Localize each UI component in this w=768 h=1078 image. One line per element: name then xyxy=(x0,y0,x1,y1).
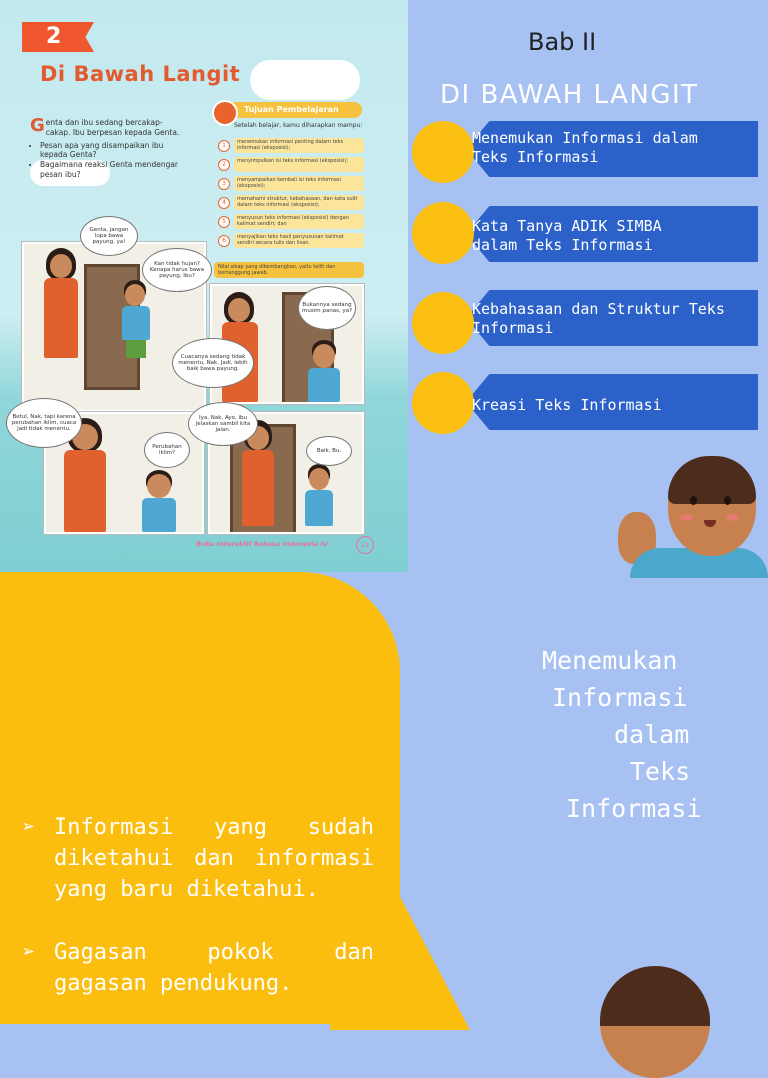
chapter-label: Bab II xyxy=(528,28,597,56)
bullet-list xyxy=(22,812,374,999)
boy-cheek xyxy=(680,514,693,521)
section-title-line: dalam xyxy=(614,720,690,749)
goal-number: 3 xyxy=(218,178,230,190)
arrow-bullet-icon: ➢ xyxy=(22,939,36,965)
goal-text: menyajikan teks hasil penyusunan kalimat sendiri secara tulis dan lisan. xyxy=(234,233,364,248)
toc-item-2-label[interactable] xyxy=(472,217,754,255)
toc-item-3-line2: Informasi xyxy=(472,318,554,337)
toc-item-2-circle xyxy=(412,202,474,264)
goal-text: menemukan informasi penting dalam teks informasi (eksposisi); xyxy=(234,138,364,153)
learning-goals-footer: Nilai sikap yang dikembangkan, yaitu teliti dan bertanggung jawab. xyxy=(214,262,364,278)
section-title-line: Teks xyxy=(630,757,691,786)
chapter-number: 2 xyxy=(46,24,62,49)
goal-number: 4 xyxy=(218,197,230,209)
book-footer-title: Buku Interaktif Bahasa Indonesia IV xyxy=(196,540,328,548)
toc-item-3-circle xyxy=(412,292,474,354)
intro-question: • Pesan apa yang disampaikan ibu kepada Genta? xyxy=(40,141,180,161)
goal-text: memahami struktur, kebahasaan, dan kata sulit dalam teks informasi (eksposisi); xyxy=(234,195,364,210)
section-title xyxy=(530,642,730,827)
toc-item-2-line2: dalam Teks Informasi xyxy=(472,235,653,254)
cloud-decoration xyxy=(250,60,360,100)
learning-goal-item xyxy=(218,157,364,172)
bullet-text: Gagasan pokok dan gagasan pendukung. xyxy=(54,939,374,996)
goal-number: 1 xyxy=(218,140,230,152)
boy-hair-peek xyxy=(600,966,710,1026)
boy-eye xyxy=(690,496,697,505)
toc-item-4-label[interactable] xyxy=(472,396,754,415)
toc-item-4-circle xyxy=(412,372,474,434)
toc-item-3-line1: Kebahasaan dan Struktur Teks xyxy=(472,300,725,318)
bullet-item xyxy=(22,812,374,906)
book-page-number: 21 xyxy=(356,536,374,554)
boy-hair xyxy=(668,456,756,504)
goal-number: 6 xyxy=(218,235,230,247)
speech-bubble: Cuacanya sedang tidak menentu, Nak. Jadi, lebih baik bawa payung. xyxy=(172,338,254,388)
toc-item-1-circle xyxy=(412,121,474,183)
bullet-text: Informasi yang sudah diketahui dan informasi yang baru diketahui. xyxy=(54,815,374,903)
speech-bubble: Betul, Nak, tapi karena perubahan iklim, cuaca jadi tidak menentu. xyxy=(6,398,82,448)
intro-text-block xyxy=(30,115,180,180)
speech-bubble: Genta, jangan lupa bawa payung, ya! xyxy=(80,216,138,256)
goal-number: 5 xyxy=(218,216,230,228)
speech-bubble: Bukannya sedang musim panas, ya? xyxy=(298,286,356,330)
learning-goal-item xyxy=(218,214,364,229)
learning-goal-item xyxy=(218,195,364,210)
main-title: DI BAWAH LANGIT xyxy=(440,80,699,110)
goal-text: menyampaikan kembali isi teks informasi (eksposisi); xyxy=(234,176,364,191)
toc-item-1-label[interactable] xyxy=(472,129,754,167)
goal-text: menyusun teks informasi (eksposisi) dengan kalimat sendiri; dan xyxy=(234,214,364,229)
toc-item-4-line1: Kreasi Teks Informasi xyxy=(472,396,662,414)
goal-number: 2 xyxy=(218,159,230,171)
learning-goals-intro: Setelah belajar, kamu diharapkan mampu: xyxy=(234,122,363,129)
bullet-item xyxy=(22,937,374,999)
learning-goal-item xyxy=(218,176,364,191)
toc-item-1-line1: Menemukan Informasi dalam xyxy=(472,129,698,147)
toc-item-2-line1: Kata Tanya ADIK SIMBA xyxy=(472,217,662,235)
arrow-bullet-icon: ➢ xyxy=(22,815,36,840)
section-title-line: Informasi xyxy=(552,683,688,712)
speech-bubble: Iya, Nak. Ayo, ibu jelaskan sambil kita jalan. xyxy=(188,402,258,446)
learning-goals-box xyxy=(212,100,364,280)
section-title-line: Menemukan xyxy=(542,646,678,675)
boy-cheek xyxy=(726,514,739,521)
goal-text: menyimpulkan isi teks informasi (eksposisi); xyxy=(234,157,364,172)
learning-goal-item xyxy=(218,233,364,248)
book-page-image xyxy=(0,0,408,572)
learning-goals-title: Tujuan Pembelajaran xyxy=(226,102,362,118)
toc-item-1-line2: Teks Informasi xyxy=(472,147,599,166)
speech-bubble: Kan tidak hujan? Kenapa harus bawa payung, Ibu? xyxy=(142,248,212,292)
toc-item-3-label[interactable] xyxy=(472,300,754,338)
intro-drop-cap: G xyxy=(30,115,45,136)
speech-bubble: Perubahan iklim? xyxy=(144,432,190,468)
chapter-title: Di Bawah Langit xyxy=(40,62,241,86)
intro-question: • Bagaimana reaksi Genta mendengar pesan ibu? xyxy=(40,160,180,180)
section-title-line: Informasi xyxy=(566,794,702,823)
intro-text: enta dan ibu sedang bercakap-cakap. Ibu berpesan kepada Genta. xyxy=(45,118,180,137)
boy-eye xyxy=(724,496,731,505)
learning-goal-item xyxy=(218,138,364,153)
speech-bubble: Baik, Bu. xyxy=(306,436,352,466)
